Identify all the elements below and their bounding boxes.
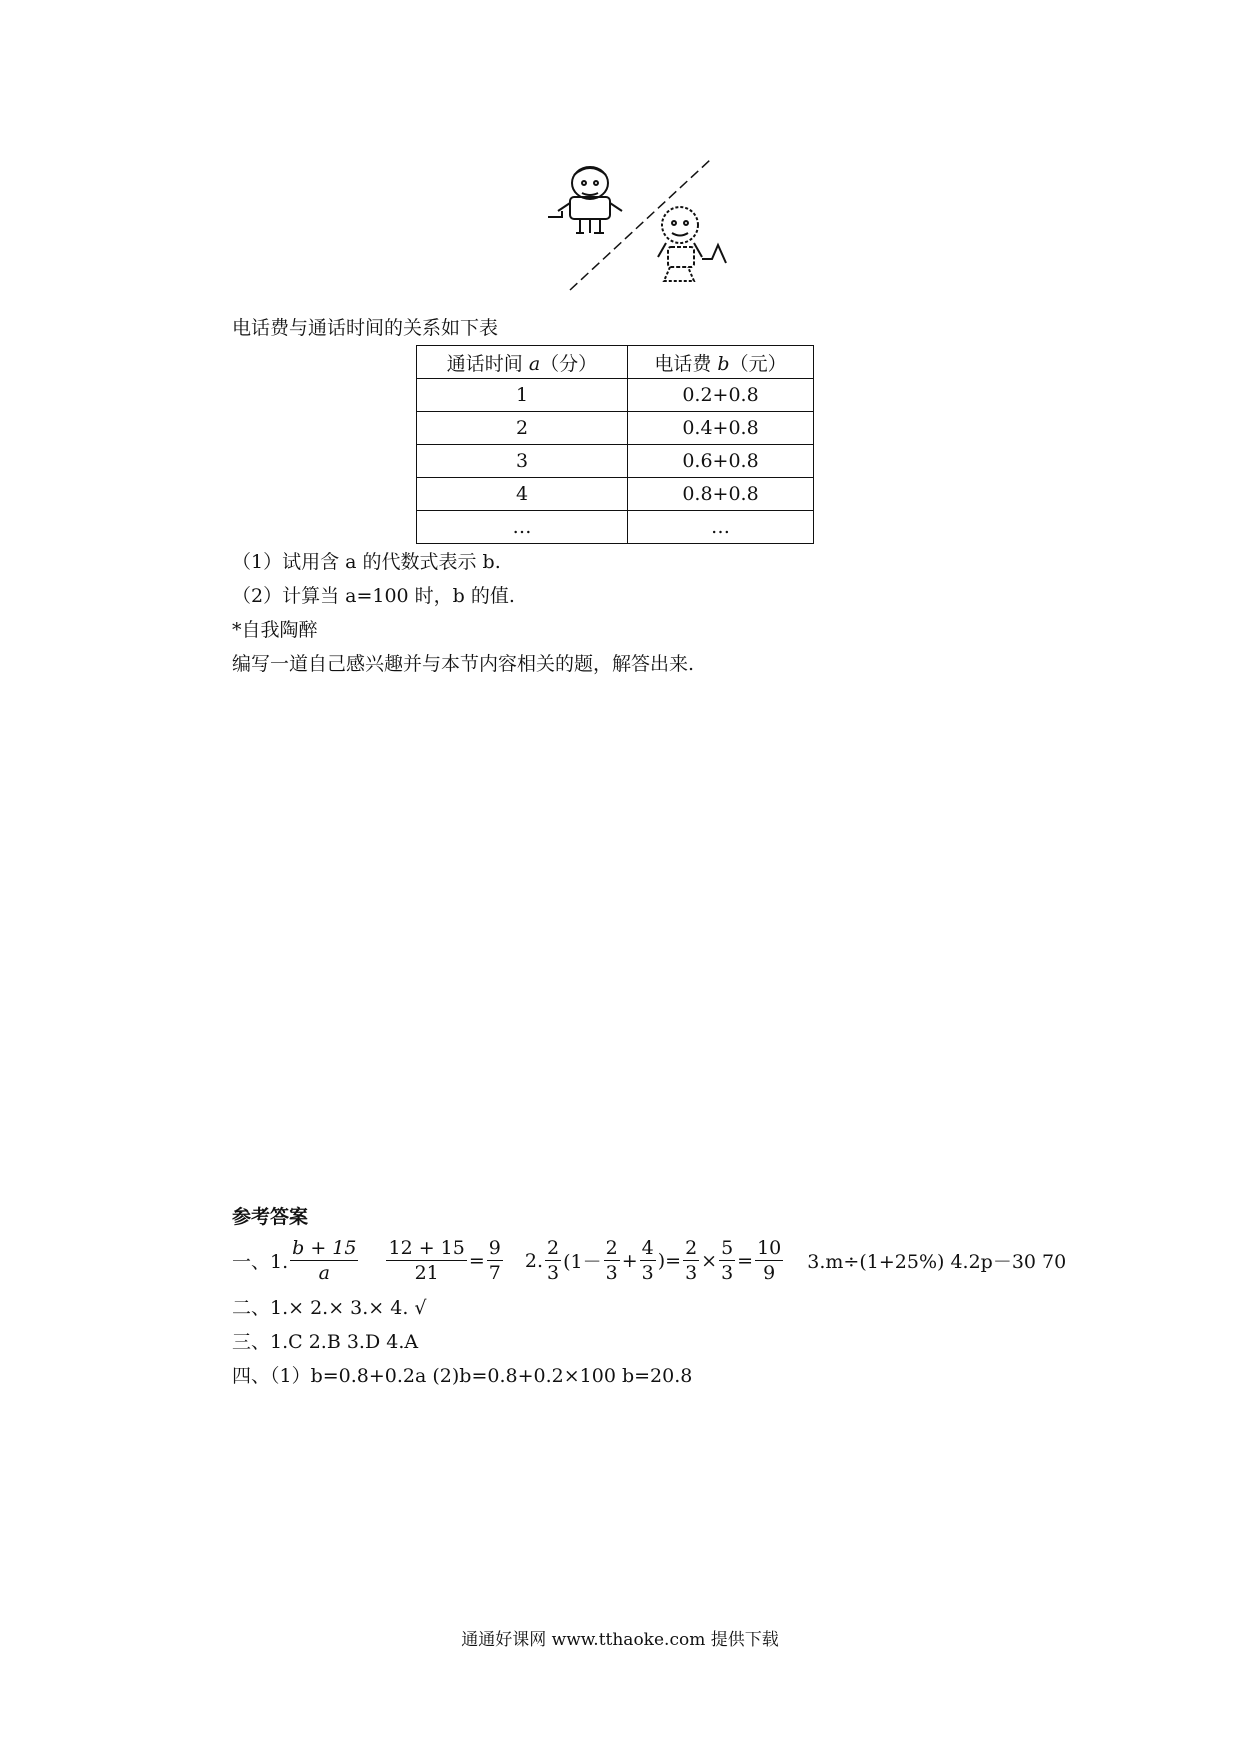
answer-1-prefix: 一、1.	[232, 1251, 289, 1273]
fraction-numerator: 2	[605, 1237, 618, 1259]
fraction-numerator: 10	[757, 1237, 782, 1259]
table-cell: 3	[417, 445, 628, 478]
table-cell: 0.4+0.8	[628, 412, 814, 445]
paren-open: (1－	[563, 1251, 602, 1273]
answer-line-1	[232, 1236, 1066, 1285]
answer-line-2: 二、1.× 2.× 3.× 4. √	[232, 1297, 427, 1319]
fraction-numerator: 2	[685, 1237, 698, 1259]
table-cell: 0.2+0.8	[628, 379, 814, 412]
fraction	[386, 1236, 466, 1285]
equals-sign: =	[737, 1249, 754, 1272]
table-intro: 电话费与通话时间的关系如下表	[232, 317, 499, 339]
answers-title: 参考答案	[232, 1206, 309, 1228]
table-cell: 0.6+0.8	[628, 445, 814, 478]
table-row	[417, 445, 814, 478]
section-title: *自我陶醉	[232, 619, 318, 641]
page-footer: 通通好课网 www.tthaoke.com 提供下载	[461, 1630, 779, 1650]
table-row	[417, 379, 814, 412]
fraction-numerator: b + 15	[292, 1237, 357, 1259]
fraction-denominator: 3	[685, 1262, 698, 1284]
table-cell: 2	[417, 412, 628, 445]
equals-sign: =	[468, 1249, 485, 1272]
fraction-denominator: 9	[763, 1262, 776, 1284]
fraction-numerator: 5	[721, 1237, 734, 1259]
fraction-denominator: a	[318, 1262, 330, 1284]
header-call-time: 通话时间 a（分）	[417, 346, 628, 379]
fraction-numerator: 4	[641, 1237, 654, 1259]
fraction-denominator: 3	[547, 1262, 560, 1284]
answer-line-3: 三、1.C 2.B 3.D 4.A	[232, 1331, 419, 1353]
paren-close: )=	[657, 1249, 682, 1272]
question-1: （1）试用含 a 的代数式表示 b.	[232, 551, 501, 573]
fraction	[640, 1236, 656, 1285]
answer-1-tail: 3.m÷(1+25%) 4.2p－30 70	[807, 1251, 1067, 1273]
times-sign: ×	[701, 1249, 718, 1272]
fraction-numerator: 12 + 15	[388, 1237, 465, 1259]
plus-sign: +	[621, 1249, 638, 1272]
table-cell: 4	[417, 478, 628, 511]
answer-line-4: 四、（1）b=0.8+0.2a (2)b=0.8+0.2×100 b=20.8	[232, 1365, 693, 1387]
fraction-denominator: 7	[488, 1262, 501, 1284]
fraction-numerator: 9	[488, 1237, 501, 1259]
fraction-denominator: 3	[641, 1262, 654, 1284]
fraction-denominator: 21	[414, 1262, 439, 1284]
fraction	[290, 1236, 358, 1285]
table-cell: 0.8+0.8	[628, 478, 814, 511]
section-task: 编写一道自己感兴趣并与本节内容相关的题，解答出来.	[232, 653, 695, 675]
fraction	[683, 1236, 699, 1285]
fraction-denominator: 3	[721, 1262, 734, 1284]
table-cell: …	[417, 511, 628, 544]
fraction	[719, 1236, 735, 1285]
table-row	[417, 478, 814, 511]
telephone-cartoon-illustration	[530, 155, 750, 295]
fraction-numerator: 2	[547, 1237, 560, 1259]
table-header-row	[417, 346, 814, 379]
question-2: （2）计算当 a=100 时，b 的值.	[232, 585, 515, 607]
fraction	[545, 1236, 561, 1285]
fraction	[487, 1236, 503, 1285]
phone-fee-table	[416, 345, 814, 544]
table-cell: …	[628, 511, 814, 544]
table-row	[417, 412, 814, 445]
answer-1-part-2-label: 2.	[524, 1249, 543, 1272]
fraction	[755, 1236, 783, 1285]
fraction-denominator: 3	[605, 1262, 618, 1284]
header-phone-fee: 电话费 b（元）	[628, 346, 814, 379]
table-cell: 1	[417, 379, 628, 412]
fraction	[604, 1236, 620, 1285]
table-row	[417, 511, 814, 544]
